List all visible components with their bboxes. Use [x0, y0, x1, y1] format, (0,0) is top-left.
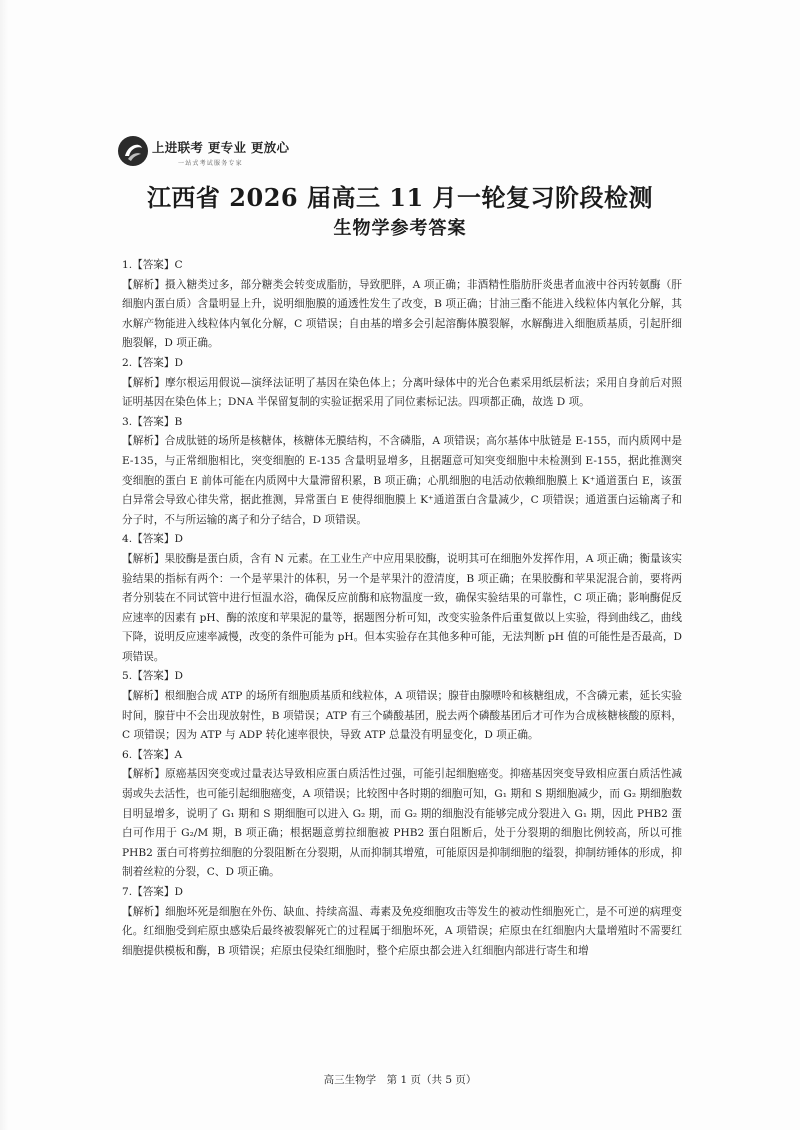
- publisher-logo: [116, 134, 296, 174]
- question-4: [122, 530, 682, 667]
- exam-title: 江西省 2026 届高三 11 月一轮复习阶段检测: [146, 183, 654, 212]
- page-footer: 高三生物学 第 1 页（共 5 页）: [323, 1074, 477, 1086]
- analysis-text: 【解析】原癌基因突变或过量表达导致相应蛋白质活性过强，可能引起细胞癌变。抑癌基因突变导致相应蛋白质活性减弱或失去活性，也可能引起细胞癌变，A 项错误；比较图中各时期的细胞可知，G₁ 期和 S 期细胞减少，而 G₂ 期细胞数目明显增多，说明了 G₁ 期和 S 期细胞可以进入 G₂ 期，而 G₂ 期的细胞没有能够完成分裂进入 G₁ 期，因此 PHB2 蛋白可作用于 G₂/M 期，B 项正确；根据题意剪拉细胞被 PHB2 蛋白阻断后，处于分裂期的细胞比例较高，所以可推 PHB2 蛋白可将剪拉细胞的分裂阻断在分裂期，从而抑制其增殖，可能原因是抑制细胞的缢裂，抑制纺锤体的形成，抑制着丝粒的分裂，C、D 项正确。: [122, 768, 682, 879]
- scan-edge-shadow: [0, 0, 8, 1130]
- answer-label: 5.【答案】D: [122, 670, 183, 683]
- answer-label: 1.【答案】C: [122, 259, 183, 271]
- answer-label: 4.【答案】D: [122, 533, 183, 546]
- question-1: [122, 256, 682, 354]
- answer-label: 3.【答案】B: [122, 415, 183, 428]
- logo-swirl-icon: [116, 134, 150, 168]
- analysis-text: 【解析】摄入糖类过多，部分糖类会转变成脂肪，导致肥胖，A 项正确；非酒精性脂肪肝炎患者血液中谷丙转氨酶（肝细胞内蛋白质）含量明显上升，说明细胞膜的通透性发生了改变，B 项正确；甘油三酯不能进入线粒体内氧化分解，其水解产物能进入线粒体内氧化分解，C 项错误；自由基的增多会引起溶酶体膜裂解，水解酶进入细胞质基质，引起肝细胞裂解，D 项正确。: [122, 278, 682, 350]
- question-5: [122, 667, 682, 745]
- answer-label: 7.【答案】D: [122, 886, 183, 898]
- answer-label: 2.【答案】D: [122, 356, 183, 369]
- question-7: [122, 883, 682, 961]
- logo-tagline: 一站式考试服务专家: [178, 160, 243, 167]
- logo-slogan: 上进联考 更专业 更放心: [152, 140, 290, 155]
- question-6: [122, 746, 682, 883]
- question-2: [122, 354, 682, 413]
- answer-list: [122, 256, 682, 961]
- analysis-text: 【解析】合成肽链的场所是核糖体，核糖体无膜结构，不含磷脂，A 项错误；高尔基体中肽链是 E-155，而内质网中是 E-135，与正常细胞相比，突变细胞的 E-135 含量明显增多，且据题意可知突变细胞中未检测到 E-155，据此推测突变细胞的蛋白 E 前体可能在内质网中大量滞留积累，B 项正确；心肌细胞的电活动依赖细胞膜上 K⁺通道蛋白 E，该蛋白异常会导致心律失常，据此推测，异常蛋白 E 使得细胞膜上 K⁺通道蛋白含量减少，C 项错误；通道蛋白运输离子和分子时，不与所运输的离子和分子结合，D 项错误。: [122, 435, 682, 526]
- analysis-text: 【解析】摩尔根运用假说—演绎法证明了基因在染色体上；分离叶绿体中的光合色素采用纸层析法；采用自身前后对照证明基因在染色体上；DNA 半保留复制的实验证据采用了同位素标记法。四项都正确，故选 D 项。: [122, 376, 682, 409]
- analysis-text: 【解析】细胞坏死是细胞在外伤、缺血、持续高温、毒素及免疫细胞攻击等发生的被动性细胞死亡，是不可逆的病理变化。红细胞受到疟原虫感染后最终被裂解死亡的过程属于细胞坏死，A 项错误；疟原虫在红细胞内大量增殖时不需要红细胞提供模板和酶，B 项错误；疟原虫侵染红细胞时，整个疟原虫都会进入红细胞内部进行寄生和增: [122, 905, 682, 957]
- answer-key-subtitle: 生物学参考答案: [333, 218, 467, 239]
- question-3: [122, 413, 682, 531]
- answer-label: 6.【答案】A: [122, 748, 183, 761]
- analysis-text: 【解析】果胶酶是蛋白质，含有 N 元素。在工业生产中应用果胶酶，说明其可在细胞外发挥作用，A 项正确；衡量该实验结果的指标有两个：一个是苹果汁的体积，另一个是苹果汁的澄清度，B 项正确；在果胶酶和苹果泥混合前，要将两者分别装在不同试管中进行恒温水浴，确保反应前酶和底物温度一致，确保实验结果的可靠性，C 项正确；影响酶促反应速率的因素有 pH、酶的浓度和苹果泥的量等，据题图分析可知，改变实验条件后重复做以上实验，得到曲线乙，曲线下降，说明反应速率减慢，改变的条件可能为 pH。但本实验存在其他多种可能，无法判断 pH 值的可能性是否最高，D 项错误。: [122, 552, 682, 663]
- analysis-text: 【解析】根细胞合成 ATP 的场所有细胞质基质和线粒体，A 项错误；腺苷由腺嘌呤和核糖组成，不含磷元素，延长实验时间，腺苷中不会出现放射性，B 项错误；ATP 有三个磷酸基团，脱去两个磷酸基团后才可作为合成核糖核酸的原料，C 项错误；因为 ATP 与 ADP 转化速率很快，导致 ATP 总量没有明显变化，D 项正确。: [122, 690, 682, 742]
